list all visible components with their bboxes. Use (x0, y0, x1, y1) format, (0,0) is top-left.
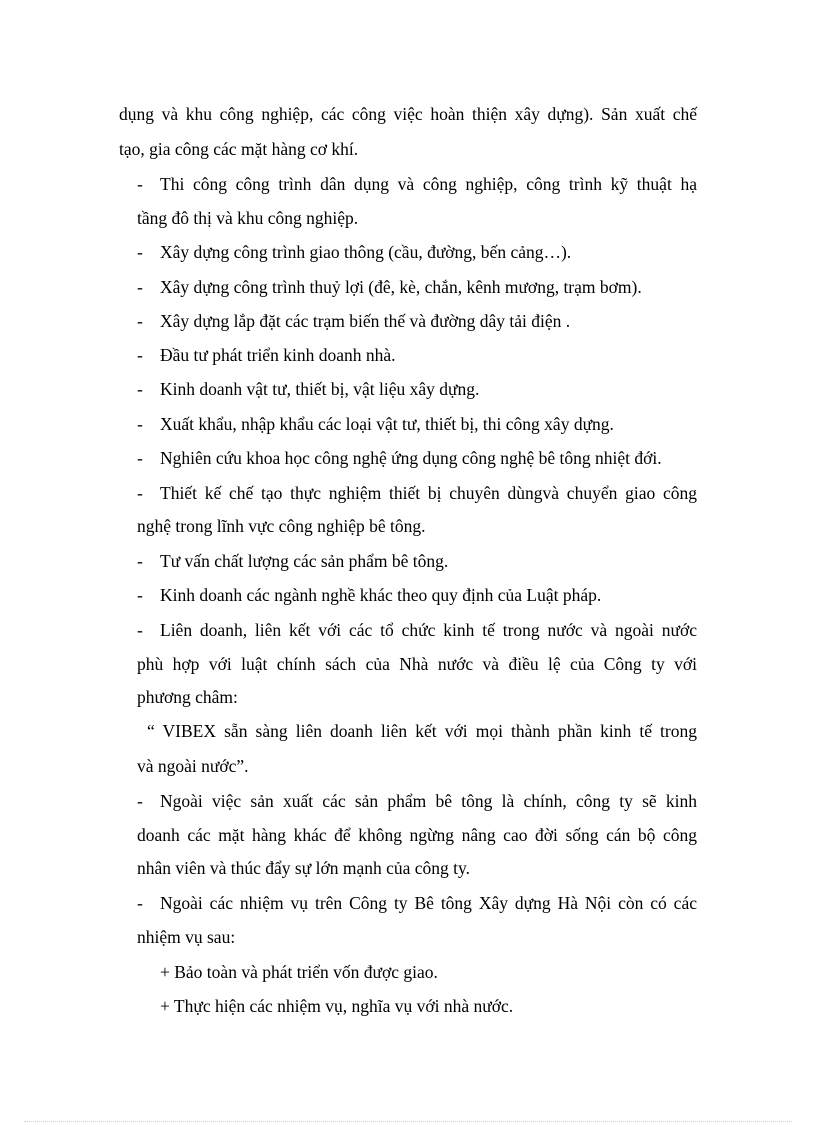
text-line-10: Xuất khẩu, nhập khẩu các loại vật tư, thiết bị, thi công xây dựng. (160, 414, 614, 434)
text-line-8: Đầu tư phát triển kinh doanh nhà. (160, 345, 396, 365)
text-line-27: + Thực hiện các nhiệm vụ, nghĩa vụ với nhà nước. (160, 996, 514, 1016)
bullet-dash: - (137, 379, 143, 399)
text-line-16: Liên doanh, liên kết với các tổ chức kinh tế trong nước và ngoài nước (160, 620, 697, 640)
text-line-19: “ VIBEX sẵn sàng liên doanh liên kết với mọi thành phần kinh tế trong (147, 721, 697, 741)
text-line-26: + Bảo toàn và phát triển vốn được giao. (160, 962, 438, 982)
bullet-dash: - (137, 414, 143, 434)
text-line-15: Kinh doanh các ngành nghề khác theo quy định của Luật pháp. (160, 585, 602, 605)
text-line-17: phù hợp với luật chính sách của Nhà nước và điều lệ của Công ty với (137, 654, 697, 674)
text-line-3: Thi công công trình dân dụng và công nghiệp, công trình kỹ thuật hạ (160, 174, 697, 194)
text-line-12: Thiết kế chế tạo thực nghiệm thiết bị chuyên dùngvà chuyển giao công (160, 483, 697, 503)
bullet-dash: - (137, 620, 143, 640)
bullet-dash: - (137, 174, 143, 194)
text-line-18: phương châm: (137, 687, 238, 707)
text-line-20: và ngoài nước”. (137, 756, 249, 776)
text-line-22: doanh các mặt hàng khác để không ngừng nâng cao đời sống cán bộ công (137, 825, 697, 845)
bullet-dash: - (137, 791, 143, 811)
text-line-7: Xây dựng lắp đặt các trạm biến thế và đường dây tải điện . (160, 311, 571, 331)
page-bottom-divider (24, 1121, 792, 1122)
bullet-dash: - (137, 448, 143, 468)
bullet-dash: - (137, 345, 143, 365)
bullet-dash: - (137, 551, 143, 571)
bullet-dash: - (137, 311, 143, 331)
text-line-2: tạo, gia công các mặt hàng cơ khí. (119, 139, 359, 159)
bullet-dash: - (137, 242, 143, 262)
text-line-21: Ngoài việc sản xuất các sản phẩm bê tông là chính, công ty sẽ kinh (160, 791, 697, 811)
text-line-5: Xây dựng công trình giao thông (cầu, đường, bến cảng…). (160, 242, 572, 262)
text-line-1: dụng và khu công nghiệp, các công việc hoàn thiện xây dựng). Sản xuất chế (119, 104, 697, 124)
text-line-11: Nghiên cứu khoa học công nghệ ứng dụng công nghệ bê tông nhiệt đới. (160, 448, 662, 468)
text-line-6: Xây dựng công trình thuỷ lợi (đê, kè, chắn, kênh mương, trạm bơm). (160, 277, 642, 297)
bullet-dash: - (137, 277, 143, 297)
text-line-24: Ngoài các nhiệm vụ trên Công ty Bê tông Xây dựng Hà Nội còn có các (160, 893, 697, 913)
bullet-dash: - (137, 585, 143, 605)
text-line-9: Kinh doanh vật tư, thiết bị, vật liệu xây dựng. (160, 379, 480, 399)
text-line-13: nghệ trong lĩnh vực công nghiệp bê tông. (137, 516, 426, 536)
text-line-25: nhiệm vụ sau: (137, 927, 236, 947)
text-line-4: tầng đô thị và khu công nghiệp. (137, 208, 359, 228)
bullet-dash: - (137, 483, 143, 503)
bullet-dash: - (137, 893, 143, 913)
text-line-23: nhân viên và thúc đẩy sự lớn mạnh của công ty. (137, 858, 471, 878)
text-line-14: Tư vấn chất lượng các sản phẩm bê tông. (160, 551, 449, 571)
